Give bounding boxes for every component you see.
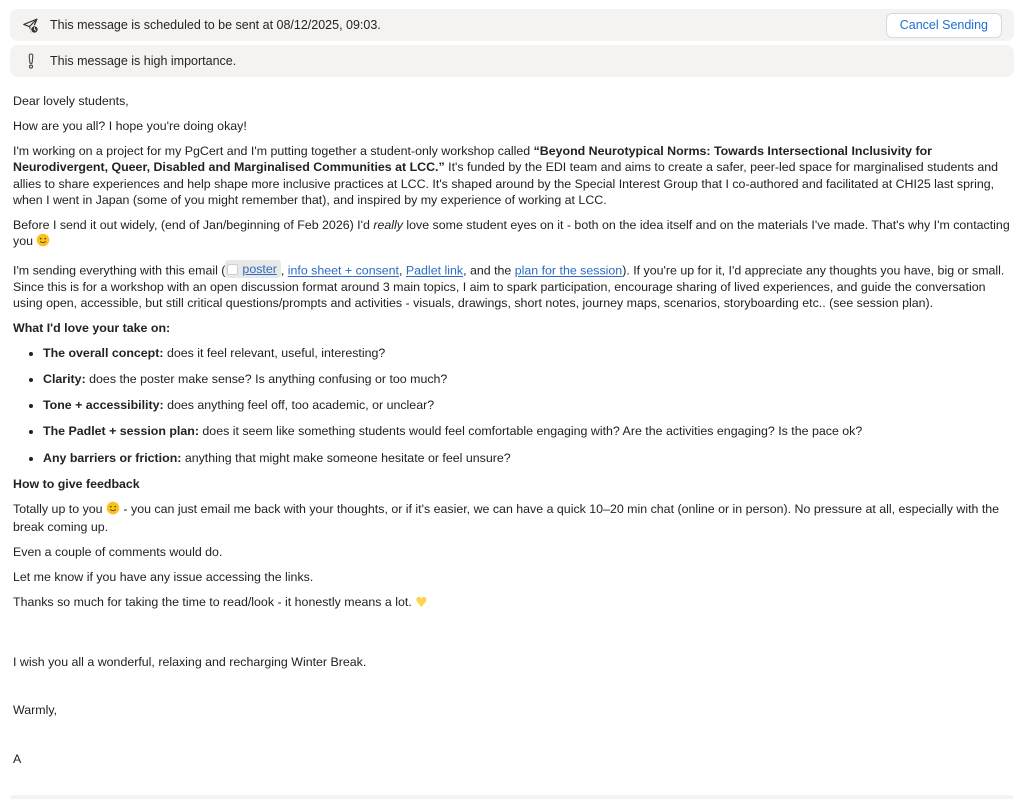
bullet-text: does anything feel off, too academic, or unclear?: [163, 398, 435, 413]
smiling-face-emoji: [106, 501, 120, 519]
scheduled-send-icon: [22, 17, 39, 34]
bullet-text: anything that might make someone hesitate or feel unsure?: [181, 450, 511, 465]
bullet-lead: The Padlet + session plan:: [43, 424, 199, 439]
feedback-points-list: [13, 345, 1010, 466]
signature-block: [13, 622, 1010, 799]
totally-text: Totally up to you: [13, 501, 106, 516]
smiling-face-emoji: [36, 233, 50, 251]
bullet-text: does it feel relevant, useful, interesting?: [163, 346, 386, 361]
thanks-text: Thanks so much for taking the time to read/look - it honestly means a lot.: [13, 595, 416, 610]
signature-warmly: Warmly,: [13, 703, 58, 718]
yellow-heart-emoji: ♥: [415, 595, 428, 612]
before-paragraph: [13, 217, 1014, 251]
bullet-lead: Any barriers or friction:: [43, 450, 182, 465]
bullet-lead: Tone + accessibility:: [43, 398, 164, 413]
next-card-edge: [10, 795, 1014, 799]
bullet-text: does it seem like something students would feel comfortable engaging with? Are the activities engaging? Is the pace ok?: [198, 424, 863, 439]
project-text: I'm working on a project for my PgCert and I'm putting together a student-only workshop called: [13, 144, 534, 159]
bullet-lead: The overall concept:: [43, 346, 164, 361]
links-separator: ,: [399, 263, 406, 278]
before-text: Before I send it out widely, (end of Jan/beginning of Feb 2026) I'd: [13, 217, 374, 232]
email-body: [0, 77, 1024, 799]
info-sheet-consent-link[interactable]: info sheet + consent: [287, 263, 399, 278]
emphasis-really: really: [373, 217, 403, 232]
cancel-sending-button[interactable]: Cancel Sending: [886, 13, 1002, 38]
links-separator: , and the: [463, 263, 515, 278]
workshop-title: “Beyond Neurotypical Norms: Towards Intersectional Inclusivity for Neurodivergent, Queer, Disabled and Marginalised Communities at LCC.”: [13, 144, 936, 175]
links-paragraph: [13, 260, 1010, 311]
bullet-text: does the poster make sense? Is anything confusing or too much?: [85, 372, 448, 387]
scheduled-send-banner: [10, 9, 1014, 41]
list-item: [43, 423, 1010, 439]
project-text-cont: It's funded by the EDI team and aims to create a safer, peer-led space for marginalised students and allies to share experiences and help shape more inclusive practices at LCC. It's shaped around by the Special Interest Group that I co-authored and facilitated at CHI25 last spring, when I went in Japan (some of you might remember that), and inspired by my experience of working at LCC.: [13, 160, 1002, 207]
high-importance-icon: [22, 53, 39, 69]
take-on-heading: What I'd love your take on:: [13, 320, 171, 335]
project-paragraph: [13, 143, 1010, 208]
signature-initial: A: [13, 751, 22, 766]
links-text-cont: ). If you're up for it, I'd appreciate any thoughts you have, big or small. Since this is for a workshop with an open discussion format around 3 main topics, I aim to spark participation, encourage sharing of lived experiences, and guide the conversation using open, accessible, but still critical questions/prompts and activities - visuals, drawings, short notes, journey maps, scenarios, storyboarding etc.. (see session plan).: [13, 263, 1008, 310]
issue-line: Let me know if you have any issue accessing the links.: [13, 570, 314, 585]
padlet-link[interactable]: Padlet link: [405, 263, 464, 278]
scheduled-send-text: This message is scheduled to be sent at 08/12/2025, 09:03.: [50, 18, 381, 32]
list-item: [43, 371, 1010, 387]
list-item: [43, 345, 1010, 361]
high-importance-banner: [10, 45, 1014, 77]
before-text-cont: love some student eyes on it - both on the idea itself and on the materials I've made. That's why I'm contacting you: [13, 217, 1014, 248]
greeting-line: Dear lovely students,: [13, 94, 129, 108]
links-separator: ,: [280, 263, 288, 278]
session-plan-link[interactable]: plan for the session: [514, 263, 623, 278]
totally-paragraph: [13, 501, 1010, 535]
feedback-heading: How to give feedback: [13, 476, 140, 491]
list-item: [43, 397, 1010, 413]
signature-wish: I wish you all a wonderful, relaxing and recharging Winter Break.: [13, 654, 367, 669]
poster-link-chip[interactable]: [225, 260, 280, 278]
couple-line: Even a couple of comments would do.: [13, 545, 223, 560]
totally-text-cont: - you can just email me back with your thoughts, or if it's easier, we can have a quick 10–20 min chat (online or in person). No pressure at all, especially with the break coming up.: [13, 501, 1003, 534]
high-importance-text: This message is high importance.: [50, 54, 237, 68]
poster-link[interactable]: poster: [242, 262, 277, 276]
bullet-lead: Clarity:: [43, 372, 86, 387]
list-item: [43, 450, 1010, 466]
links-text: I'm sending everything with this email (: [13, 263, 226, 278]
attachment-thumbnail-icon: [227, 264, 238, 275]
hope-line: How are you all? I hope you're doing okay!: [13, 119, 247, 134]
thanks-paragraph: [13, 594, 1010, 612]
